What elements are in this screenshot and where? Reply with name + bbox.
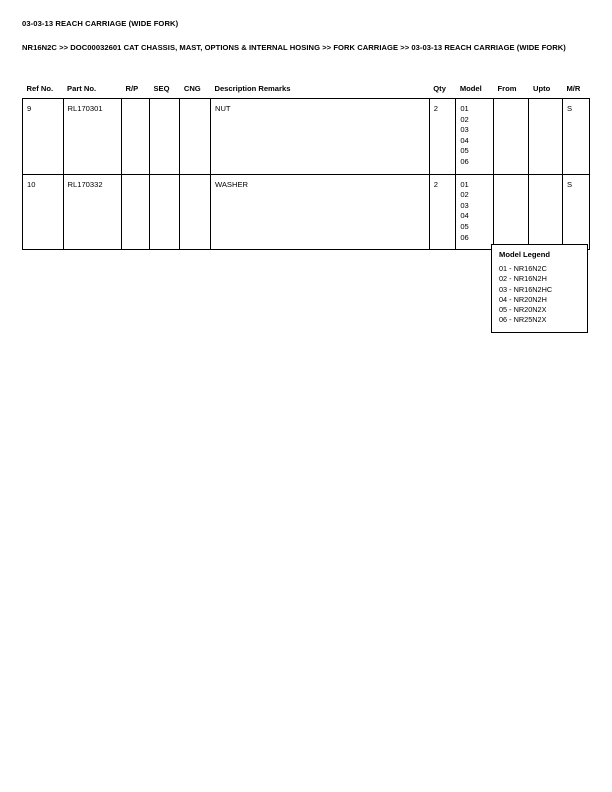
cell-ref-no: 10 [23, 174, 64, 250]
table-header [23, 84, 590, 99]
cell-ref-no: 9 [23, 99, 64, 175]
model-legend-item: 02 - NR16N2H [499, 274, 547, 284]
table-header-row [23, 84, 590, 99]
model-code: 05 [460, 146, 469, 156]
table-row [23, 174, 590, 250]
model-legend-item: 06 - NR25N2X [499, 315, 547, 325]
cell-rp [122, 174, 150, 250]
table-body [23, 99, 590, 250]
page-title: 03-03-13 REACH CARRIAGE (WIDE FORK) [22, 19, 179, 28]
cell-seq [149, 99, 179, 175]
cell-model [456, 174, 494, 250]
breadcrumb: NR16N2C >> DOC00032601 CAT CHASSIS, MAST, OPTIONS & INTERNAL HOSING >> FORK CARRIAGE >> 03-03-13 REACH CARRIAGE (WIDE FORK) [22, 43, 566, 52]
cell-seq [149, 174, 179, 250]
cell-from [494, 99, 529, 175]
cell-model [456, 99, 494, 175]
column-header-rp: R/P [122, 84, 150, 99]
model-code: 03 [460, 200, 469, 210]
parts-table [22, 84, 590, 250]
model-legend [491, 244, 588, 333]
model-code: 06 [460, 232, 469, 242]
cell-from [494, 174, 529, 250]
column-header-ref-no: Ref No. [23, 84, 64, 99]
cell-upto [529, 99, 563, 175]
cell-description: NUT [210, 99, 429, 175]
cell-part-no: RL170332 [63, 174, 122, 250]
column-header-upto: Upto [529, 84, 563, 99]
column-header-seq: SEQ [149, 84, 179, 99]
model-code: 02 [460, 190, 469, 200]
column-header-from: From [494, 84, 529, 99]
cell-mr: S [562, 99, 589, 175]
model-code: 03 [460, 125, 469, 135]
cell-mr: S [562, 174, 589, 250]
column-header-part-no: Part No. [63, 84, 122, 99]
model-legend-item: 05 - NR20N2X [499, 305, 547, 315]
cell-rp [122, 99, 150, 175]
cell-description: WASHER [210, 174, 429, 250]
model-code: 02 [460, 114, 469, 124]
model-legend-item: 01 - NR16N2C [499, 264, 547, 274]
model-code: 04 [460, 211, 469, 221]
column-header-cng: CNG [180, 84, 211, 99]
model-code: 04 [460, 135, 469, 145]
cell-qty: 2 [429, 174, 456, 250]
column-header-qty: Qty [429, 84, 456, 99]
model-legend-items [499, 264, 580, 325]
table-row [23, 99, 590, 175]
model-code: 01 [460, 179, 469, 189]
cell-part-no: RL170301 [63, 99, 122, 175]
cell-cng [180, 99, 211, 175]
cell-cng [180, 174, 211, 250]
column-header-description: Description Remarks [210, 84, 429, 99]
model-code: 01 [460, 104, 469, 113]
model-code: 05 [460, 221, 469, 231]
model-legend-item: 03 - NR16N2HC [499, 284, 553, 294]
model-legend-item: 04 - NR20N2H [499, 294, 547, 304]
cell-upto [529, 174, 563, 250]
model-legend-title: Model Legend [499, 250, 551, 259]
column-header-mr: M/R [562, 84, 589, 99]
cell-qty: 2 [429, 99, 456, 175]
column-header-model: Model [456, 84, 494, 99]
model-code: 06 [460, 156, 469, 166]
